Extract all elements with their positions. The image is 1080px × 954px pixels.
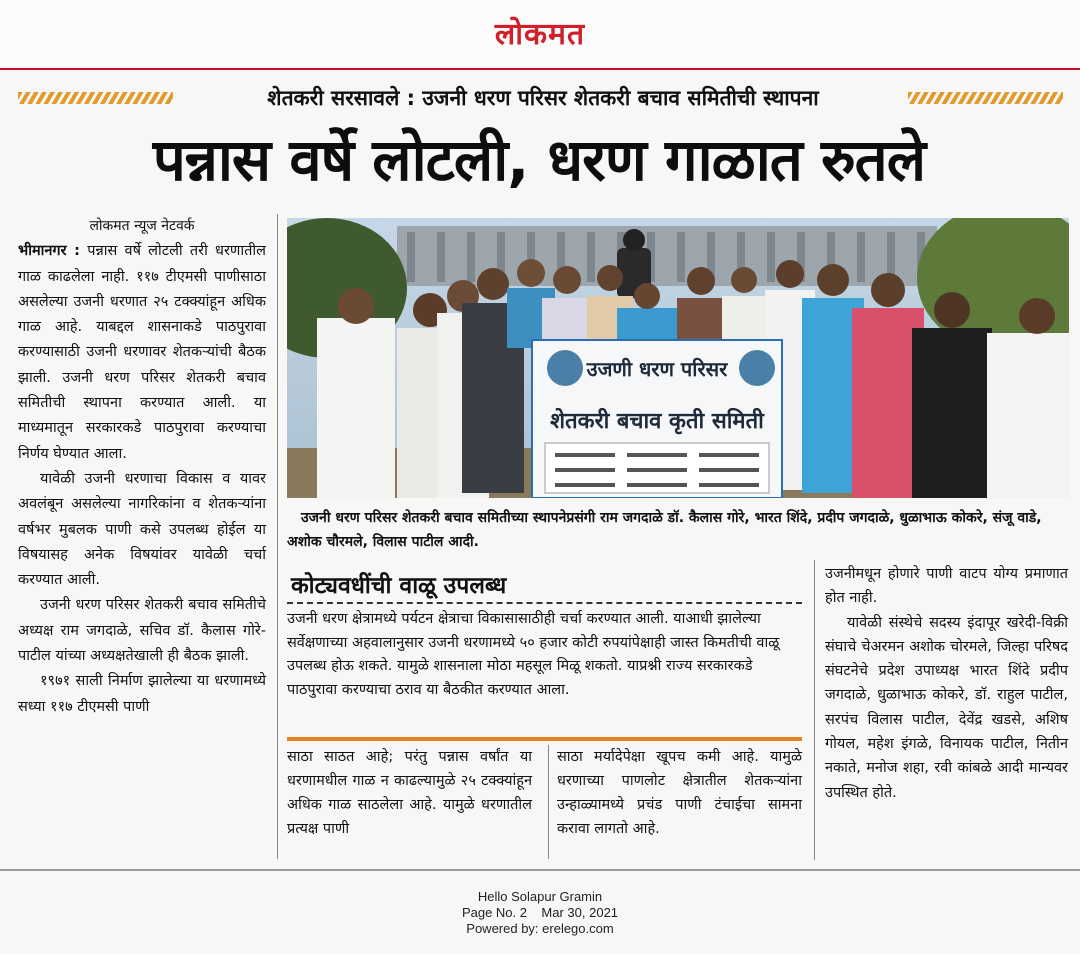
paragraph: उजनीमधून होणारे पाणी वाटप योग्य प्रमाणात होत नाही. [825, 566, 1068, 607]
banner-line-2: शेतकरी बचाव कृती समिती [550, 409, 764, 434]
subhead: कोट्यवधींची वाळू उपलब्ध [291, 573, 507, 599]
news-photo [287, 218, 1069, 498]
paragraph-text: पन्नास वर्षे लोटली तरी धरणातील गाळ काढलेला नाही. ११७ टीएमसी पाणीसाठा असलेल्या उजनी धरणात २५ टक्क्यांहून अधिक गाळ आहे. याबद्दल शासनाकडे पाठपुरावा करण्यासाठी उजनी धरणावर शेतकऱ्यांची बैठक झाली. उजनी धरण परिसर शेतकरी बचाव समितीची स्थापना करण्यात आली. या माध्यमातून सरकारकडे पाठपुरावा करण्याचा निर्णय घेण्यात आला. [18, 243, 266, 462]
column-divider [277, 214, 278, 859]
page-bottom-rule [0, 869, 1080, 871]
paragraph: यावेळी उजनी धरणाचा विकास व यावर अवलंबून असलेल्या नागरिकांना व शेतकऱ्यांना वर्षभर मुबलक पाणी कसे उपलब्ध होईल या विषयासह अनेक विषयांवर यावेळी चर्चा करण्यात आली. [18, 470, 266, 589]
paragraph: १९७१ साली निर्माण झालेल्या या धरणामध्ये सध्या ११७ टीएमसी पाणी [18, 673, 266, 715]
kicker-row [18, 84, 1063, 114]
lead-paragraph [18, 239, 266, 467]
section-rule [287, 737, 802, 741]
group-photo-illustration [287, 218, 1069, 498]
lokmat-logo: लोकमत [494, 17, 586, 52]
article-column-right [825, 562, 1068, 805]
banner-line-1: उजणी धरण परिसर [586, 357, 728, 381]
column-divider [548, 745, 549, 859]
page-date: Page No. 2 Mar 30, 2021 [461, 905, 619, 920]
paragraph: उजनी धरण परिसर शेतकरी बचाव समितीचे अध्यक्ष राम जगदाळे, सचिव डॉ. कैलास गोरे-पाटील यांच्या अध्यक्षतेखाली ही बैठक झाली. [18, 597, 266, 665]
subhead-box [287, 566, 802, 600]
subhead-rule [287, 602, 802, 604]
decor-stripes-left [18, 92, 173, 104]
paragraph: यावेळी संस्थेचे सदस्य इंदापूर खरेदी-विक्री संघाचे चेअरमन अशोक चोरमले, जिल्हा परिषद संघटनेचे प्रदेश उपाध्यक्ष भारत शिंदे प्रदीप जगदाळे, धुळाभाऊ कोकरे, डॉ. राहुल पाटील, सरपंच विलास पाटील, देवेंद्र खडसे, अशिष गोयल, महेश इंगळे, विनायक पाटील, नितीन नकाते, मनोज शहा, रवी कांबळे आदी मान्यवर उपस्थित होते. [825, 614, 1068, 801]
article-column-2: साठा साठत आहे; परंतु पन्नास वर्षांत या धरणामधील गाळ न काढल्यामुळे २५ टक्क्यांहून अधिक गाळ साठलेला आहे. यामुळे धरणातील प्रत्यक्ष पाणी [287, 749, 532, 837]
kicker: शेतकरी सरसावले : उजनी धरण परिसर शेतकरी बचाव समितीची स्थापना [267, 86, 819, 110]
subhead-body: उजनी धरण क्षेत्रामध्ये पर्यटन क्षेत्राचा विकासासाठीही चर्चा करण्यात आली. याआधी झालेल्या सर्वेक्षणाच्या अहवालानुसार उजनी धरणामध्ये ५० हजार कोटी रुपयांपेक्षाही जास्त किमतीची वाळू उपलब्ध होऊ शकते. यामुळे शासनाला मोठा महसूल मिळू शकतो. याप्रश्नी राज्य सरकारकडे पाठपुरावा करण्याचा ठराव या बैठकीत करण्यात आला. [287, 611, 780, 698]
masthead [0, 0, 1080, 70]
powered-by: Powered by: erelego.com [466, 921, 614, 936]
masthead-rule [0, 68, 1080, 70]
article-column-3: साठा मर्यादेपेक्षा खूपच कमी आहे. यामुळे धरणाच्या पाणलोट क्षेत्रातील शेतकऱ्यांना उन्हाळ्यामध्ये प्रचंड पाणी टंचाईचा सामना करावा लागतो आहे. [557, 749, 802, 837]
photo-caption: उजनी धरण परिसर शेतकरी बचाव समितीच्या स्थापनेप्रसंगी राम जगदाळे डॉ. कैलास गोरे, भारत शिंदे, प्रदीप जगदाळे, धुळाभाऊ कोकरे, संजू वाडे, अशोक चौरमले, विलास पाटील आदी. [287, 510, 1042, 550]
column-divider [814, 560, 815, 860]
article-column-1 [18, 214, 266, 720]
dateline: भीमानगर : [18, 243, 80, 260]
edition-name: Hello Solapur Gramin [477, 889, 603, 904]
footer [380, 889, 700, 937]
byline: लोकमत न्यूज नेटवर्क [89, 218, 195, 234]
decor-stripes-right [908, 92, 1063, 104]
headline: पन्नास वर्षे लोटली, धरण गाळात रुतले [152, 126, 926, 194]
